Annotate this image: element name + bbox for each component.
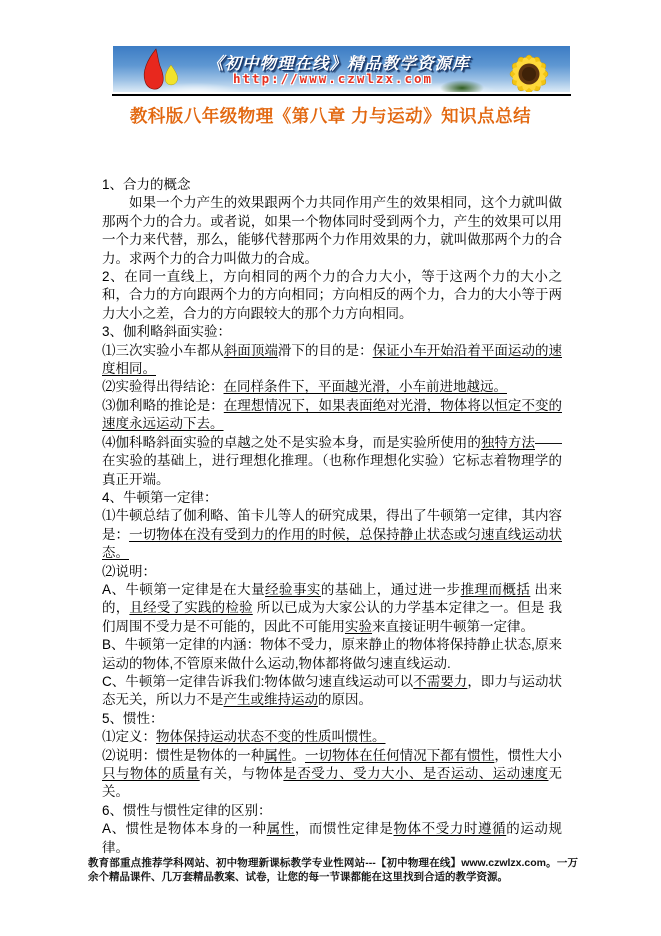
paragraph — [102, 710, 562, 728]
underlined-text: 一切物体在没有受到力的作用的时候，总保持静止状态或匀速直线运动状态。 — [102, 526, 562, 561]
flame-logo-icon — [135, 48, 189, 92]
underlined-text: 物体不受力时遵循 — [393, 821, 507, 837]
text: 无关。 — [102, 766, 562, 800]
text: A、牛顿第一定律是在大量 — [102, 581, 266, 597]
paragraph — [102, 802, 562, 820]
text: 滑下的目的是： — [277, 342, 373, 358]
footer-note: 教育部重点推荐学科网站、初中物理新课标教学专业性网站---【初中物理在线】www.czwlzx.com。一万余个精品课件、几万套精品教案、试卷，让您的每一节课都能在这里找到合适的教学资源。 — [88, 857, 578, 883]
text: 如果一个力产生的效果跟两个力共同作用产生的效果相同，这个力就叫做那两个力的合力。或者说，如果一个物体同时受到两个力，产生的效果可以用一个力来代替，那么，能够代替那两个力作用效果的力，就叫做那两个力的合力。求两个力的合力叫做力的合成。 — [102, 195, 562, 266]
banner-divider — [112, 94, 571, 96]
paragraph — [102, 342, 562, 379]
text: ⑴牛顿总结了伽利略、笛卡儿等人的研究成果，得出了牛顿第一定律，其内容是： — [102, 508, 562, 542]
text: 3、伽利略斜面实验： — [102, 324, 232, 340]
text: ⑵说明： — [102, 563, 156, 579]
text: 有关，与物体 — [199, 766, 284, 781]
underlined-text: 产生或维持运动 — [223, 692, 318, 708]
paragraph — [102, 563, 562, 581]
underlined-text: 在理想情况下，如果表面绝对光滑，物体将以恒定不变的速度永远运动下去。 — [102, 397, 562, 432]
sunflower-icon — [488, 46, 570, 92]
paragraph — [102, 434, 562, 489]
underlined-text: 是否受力、受力大小、是否运动、运动速度 — [283, 766, 549, 781]
page-title: 教科版八年级物理《第八章 力与运动》知识点总结 — [129, 106, 532, 126]
underlined-text: 一切物体在任何情况下都有惯性 — [304, 747, 495, 763]
underlined-text: 不需要力 — [413, 673, 468, 689]
paragraph — [102, 489, 562, 507]
text: 。 — [291, 747, 305, 763]
text: A、惯性是物体本身的一种 — [102, 821, 267, 837]
paragraph — [102, 323, 562, 341]
paragraph — [102, 378, 562, 396]
paragraph — [102, 268, 562, 323]
text: ，惯性大小 — [494, 747, 562, 763]
text: ，即力与运动状态无关，所以力不是 — [102, 673, 562, 708]
underlined-text: 在同样条件下，平面越光滑，小车前进地越远。 — [223, 379, 507, 395]
paragraph — [102, 194, 562, 268]
text: 出来的， — [102, 581, 562, 616]
underlined-text: 物体保持运动状态不变的性质叫惯性。 — [156, 729, 386, 745]
text: ⑶伽利略的推论是： — [102, 397, 224, 413]
paragraph — [102, 820, 562, 857]
text: 来直接证明牛顿第一定律。 — [372, 618, 534, 634]
text: 的运动规律。 — [102, 821, 562, 855]
text: ——在实验的基础上，进行理想化推理。（也称作理想化实验）它标志着物理学的真正开端。 — [102, 434, 562, 487]
text: 4、牛顿第一定律： — [102, 489, 218, 505]
underlined-text: 保证小车开始沿着平面运动的速度相同。 — [102, 342, 562, 377]
text: 2、在同一直线上，方向相同的两个力的合力大小，等于这两个力的大小之和，合力的方向跟两个力的方向相同；方向相反的两个力，合力的大小等于两力大小之差，合力的方向跟较大的那个力方向相同。 — [102, 269, 562, 321]
text: 6、惯性与惯性定律的区别： — [102, 802, 272, 818]
underlined-text: 斜面顶端 — [223, 342, 278, 358]
underlined-text: 实验 — [345, 618, 372, 634]
paragraph — [102, 581, 562, 636]
text: 5、惯性： — [102, 710, 164, 726]
paragraph — [102, 728, 562, 746]
site-name: 《初中物理在线》精品教学资源库 — [207, 55, 470, 73]
site-banner — [113, 46, 570, 92]
paragraph — [102, 176, 562, 194]
underlined-text: 独特方法 — [480, 434, 535, 450]
paragraph — [102, 507, 562, 562]
text: ，而惯性定律是 — [294, 821, 394, 837]
paragraph — [102, 397, 562, 434]
text: C、牛顿第一定律告诉我们:物体做匀速直线运动可以 — [102, 673, 414, 689]
text: 所以已成为大家公认的力学基本定律之一。但是 我们周围不受力是不可能的，因此不可能用 — [102, 600, 562, 634]
foliage-decor — [440, 80, 484, 92]
underlined-text: 推理而概括 — [460, 581, 531, 597]
paragraph — [102, 673, 562, 710]
text: 的原因。 — [318, 692, 372, 708]
site-url-link[interactable]: http://www.czwlzx.com — [233, 71, 434, 86]
underlined-text: 经验事实 — [265, 581, 321, 597]
text: 的基础上，通过进一步 — [320, 581, 461, 597]
text: ⑴定义： — [102, 729, 156, 745]
text: ⑴三次实验小车都从 — [102, 342, 224, 358]
underlined-text: 且经受了实践的检验 — [129, 600, 253, 616]
document-body — [102, 176, 562, 858]
text: ⑵说明：惯性是物体的一种 — [102, 747, 265, 763]
underlined-text: 只与物体的质量 — [102, 766, 200, 781]
underlined-text: 属性 — [266, 821, 295, 837]
text: B、牛顿第一定律的内涵：物体不受力，原来静止的物体将保持静止状态,原来运动的物体,不管原来做什么运动,物体都将做匀速直线运动. — [102, 637, 562, 671]
paragraph — [102, 636, 562, 673]
text: ⑵实验得出得结论： — [102, 379, 224, 395]
text: ⑷伽科略斜面实验的卓越之处不是实验本身，而是实验所使用的 — [102, 434, 481, 450]
paragraph — [102, 747, 562, 802]
underlined-text: 属性 — [264, 747, 292, 763]
text: 1、合力的概念 — [102, 177, 191, 192]
